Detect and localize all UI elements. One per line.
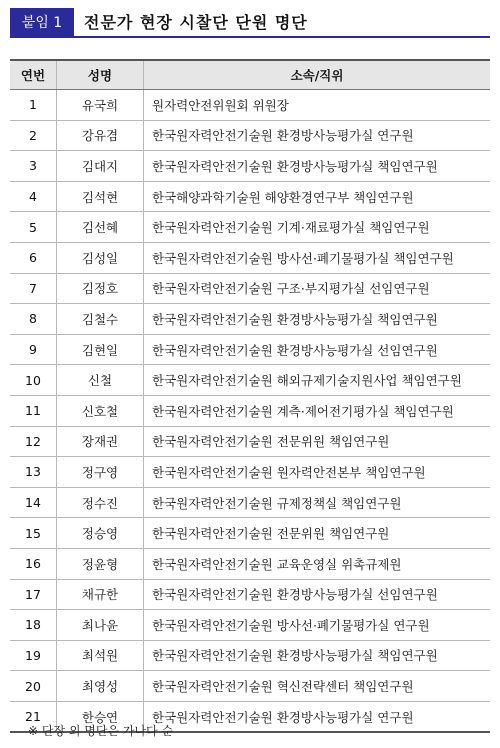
cell-name: 정승영 (57, 518, 144, 549)
table-row (10, 610, 490, 641)
cell-name: 김석현 (57, 181, 144, 212)
table-row (10, 90, 490, 121)
table-row (10, 395, 490, 426)
table-header (10, 60, 490, 90)
table-row (10, 181, 490, 212)
cell-affiliation: 한국원자력안전기술원 해외규제기술지원사업 책임연구원 (144, 365, 491, 396)
cell-number: 18 (10, 610, 57, 641)
footnote: ※ 단장 외 명단은 가나다 순 (28, 724, 174, 738)
cell-number: 9 (10, 334, 57, 365)
cell-name: 최석원 (57, 640, 144, 671)
cell-affiliation: 한국원자력안전기술원 환경방사능평가실 연구원 (144, 120, 491, 151)
cell-name: 장재권 (57, 426, 144, 457)
table-row (10, 640, 490, 671)
column-header-number: 연번 (10, 60, 57, 90)
cell-affiliation: 한국원자력안전기술원 기계·재료평가실 책임연구원 (144, 212, 491, 243)
document-title: 전문가 현장 시찰단 단원 명단 (84, 13, 308, 32)
cell-name: 김철수 (57, 304, 144, 335)
cell-name: 정윤형 (57, 548, 144, 579)
cell-name: 김선혜 (57, 212, 144, 243)
cell-name: 신호철 (57, 395, 144, 426)
table-row (10, 273, 490, 304)
cell-number: 21 (10, 701, 57, 732)
cell-number: 4 (10, 181, 57, 212)
column-header-affiliation: 소속/직위 (144, 60, 491, 90)
table-body (10, 90, 490, 733)
member-table (10, 59, 490, 733)
table-row (10, 242, 490, 273)
table-row (10, 304, 490, 335)
attachment-badge: 붙임 1 (10, 8, 74, 38)
title-underline (74, 36, 490, 38)
cell-name: 신철 (57, 365, 144, 396)
cell-number: 1 (10, 90, 57, 121)
cell-number: 6 (10, 242, 57, 273)
cell-number: 16 (10, 548, 57, 579)
cell-name: 김성일 (57, 242, 144, 273)
cell-name: 김현일 (57, 334, 144, 365)
cell-number: 3 (10, 151, 57, 182)
table-row (10, 151, 490, 182)
table-row (10, 548, 490, 579)
cell-number: 15 (10, 518, 57, 549)
table-row (10, 120, 490, 151)
cell-affiliation: 한국원자력안전기술원 계측·제어전기평가실 책임연구원 (144, 395, 491, 426)
cell-affiliation: 한국원자력안전기술원 환경방사능평가실 책임연구원 (144, 151, 491, 182)
cell-affiliation: 한국원자력안전기술원 구조·부지평가실 선임연구원 (144, 273, 491, 304)
cell-number: 11 (10, 395, 57, 426)
cell-name: 정수진 (57, 487, 144, 518)
table-row (10, 671, 490, 702)
cell-affiliation: 한국원자력안전기술원 방사선·폐기물평가실 연구원 (144, 610, 491, 641)
table-row (10, 426, 490, 457)
table-row (10, 212, 490, 243)
cell-number: 10 (10, 365, 57, 396)
cell-number: 17 (10, 579, 57, 610)
cell-number: 5 (10, 212, 57, 243)
cell-affiliation: 한국원자력안전기술원 교육운영실 위촉규제원 (144, 548, 491, 579)
cell-name: 유국희 (57, 90, 144, 121)
table-row (10, 518, 490, 549)
cell-number: 14 (10, 487, 57, 518)
cell-name: 강유겸 (57, 120, 144, 151)
cell-affiliation: 한국원자력안전기술원 환경방사능평가실 선임연구원 (144, 579, 491, 610)
cell-number: 20 (10, 671, 57, 702)
table-row (10, 487, 490, 518)
cell-number: 7 (10, 273, 57, 304)
cell-affiliation: 한국원자력안전기술원 원자력안전본부 책임연구원 (144, 457, 491, 488)
table-row (10, 334, 490, 365)
cell-name: 한승연 (57, 701, 144, 732)
cell-name: 김정호 (57, 273, 144, 304)
document-header (10, 8, 490, 38)
cell-name: 최영성 (57, 671, 144, 702)
cell-affiliation: 한국원자력안전기술원 혁신전략센터 책임연구원 (144, 671, 491, 702)
cell-name: 채규한 (57, 579, 144, 610)
cell-name: 정구영 (57, 457, 144, 488)
cell-name: 김대지 (57, 151, 144, 182)
column-header-name: 성명 (57, 60, 144, 90)
cell-affiliation: 한국원자력안전기술원 규제정책실 책임연구원 (144, 487, 491, 518)
cell-affiliation: 한국원자력안전기술원 전문위원 책임연구원 (144, 518, 491, 549)
cell-affiliation: 한국원자력안전기술원 환경방사능평가실 연구원 (144, 701, 491, 732)
cell-name: 최나윤 (57, 610, 144, 641)
cell-affiliation: 원자력안전위원회 위원장 (144, 90, 491, 121)
table-row (10, 365, 490, 396)
cell-affiliation: 한국원자력안전기술원 환경방사능평가실 선임연구원 (144, 334, 491, 365)
cell-number: 19 (10, 640, 57, 671)
cell-affiliation: 한국해양과학기술원 해양환경연구부 책임연구원 (144, 181, 491, 212)
cell-number: 8 (10, 304, 57, 335)
table-row (10, 457, 490, 488)
cell-affiliation: 한국원자력안전기술원 방사선·폐기물평가실 책임연구원 (144, 242, 491, 273)
cell-affiliation: 한국원자력안전기술원 환경방사능평가실 책임연구원 (144, 640, 491, 671)
cell-affiliation: 한국원자력안전기술원 전문위원 책임연구원 (144, 426, 491, 457)
table-header-row (10, 60, 490, 90)
cell-affiliation: 한국원자력안전기술원 환경방사능평가실 책임연구원 (144, 304, 491, 335)
cell-number: 13 (10, 457, 57, 488)
cell-number: 12 (10, 426, 57, 457)
cell-number: 2 (10, 120, 57, 151)
table-row (10, 579, 490, 610)
